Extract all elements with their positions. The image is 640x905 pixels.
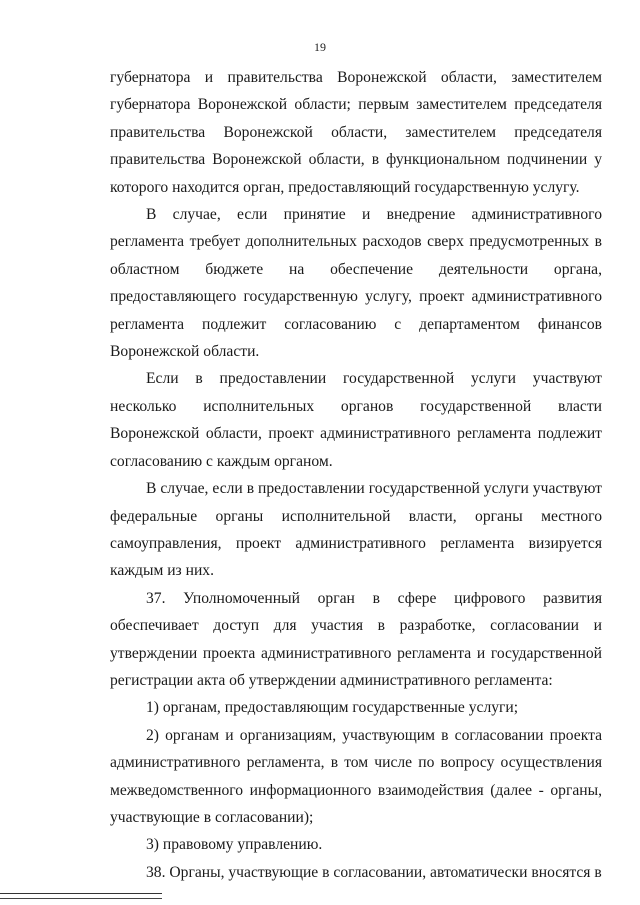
footer-rule <box>0 893 162 894</box>
paragraph-federal-bodies: В случае, если в предоставлении государственной услуги участвуют федеральные органы исполнительной власти, органы местного самоуправления, проект административного регламента визируется каждым из них. <box>110 480 602 580</box>
page-number: 19 <box>314 40 326 54</box>
document-body <box>110 64 602 886</box>
list-item-1: 1) органам, предоставляющим государственные услуги; <box>146 699 519 717</box>
paragraph-finance-approval: В случае, если принятие и внедрение административного регламента требует дополнительных расходов сверх предусмотренных в областном бюджете на обеспечение деятельности органа, предоставляющего государственную услугу, проект административного регламента подлежит согласованию с департаментом финансов Воронежской области. <box>110 206 602 361</box>
paragraph-clause-37: 37. Уполномоченный орган в сфере цифрового развития обеспечивает доступ для участия в разработке, согласовании и утверждении проекта административного регламента и государственной регистрации акта об утверждении административного регламента: <box>110 589 602 689</box>
list-item-3: 3) правовому управлению. <box>146 836 323 854</box>
paragraph-clause-38: 38. Органы, участвующие в согласовании, автоматически вносятся в <box>146 863 602 881</box>
paragraph-approvers-continuation: губернатора и правительства Воронежской области, заместителем губернатора Воронежской области; первым заместителем председателя правительства Воронежской области, заместителем председателя правительства Воронежской области, в функциональном подчинении у которого находится орган, предоставляющий государственную услугу. <box>110 69 602 196</box>
footer-rule-secondary <box>0 898 162 899</box>
paragraph-multiple-agencies: Если в предоставлении государственной услуги участвуют несколько исполнительных органов государственной власти Воронежской области, проект административного регламента подлежит согласованию с каждым органом. <box>110 370 602 470</box>
list-item-2: 2) органам и организациям, участвующим в согласовании проекта административного регламента, в том числе по вопросу осуществления межведомственного информационного взаимодействия (далее - органы, участвующие в согласовании); <box>110 726 602 826</box>
